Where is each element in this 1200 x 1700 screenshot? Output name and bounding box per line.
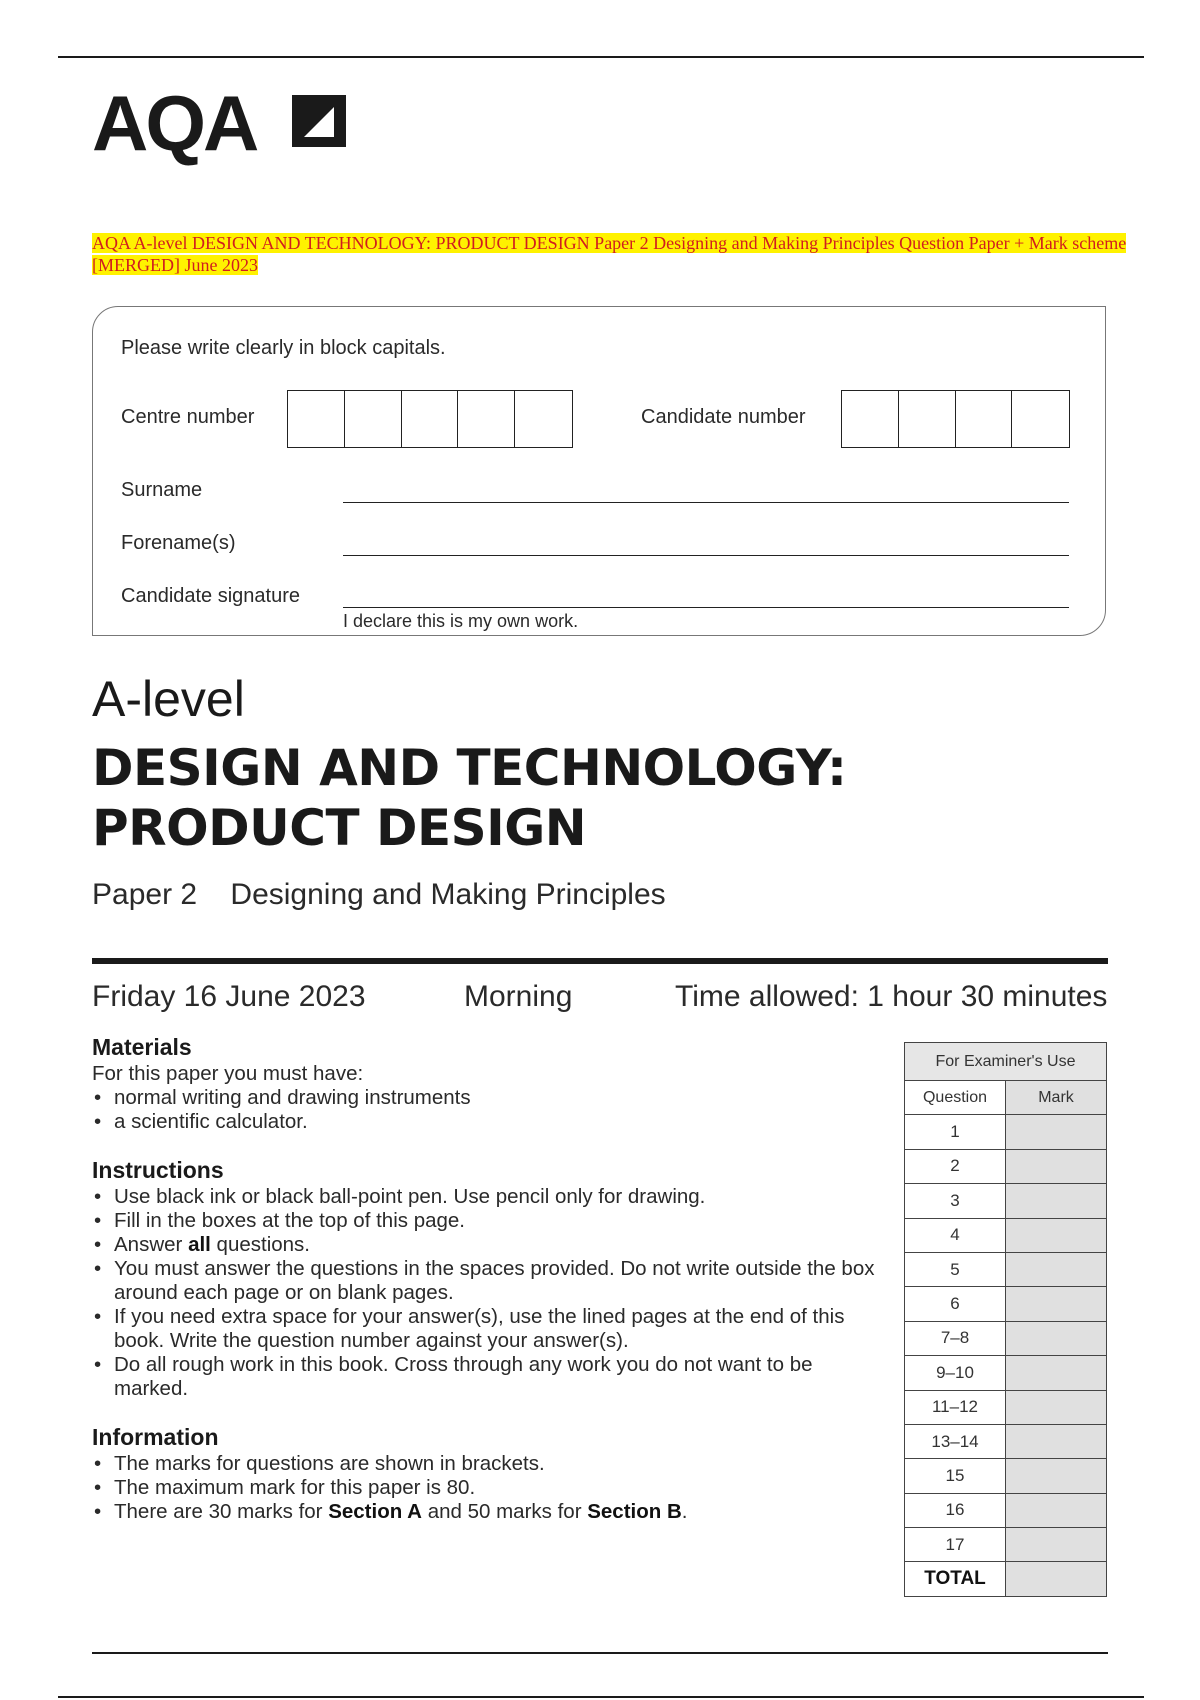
examiner-table-body bbox=[905, 1115, 1107, 1562]
mark-cell bbox=[1006, 1218, 1107, 1252]
information-heading: Information bbox=[92, 1424, 219, 1450]
section-a-bold: Section A bbox=[328, 1500, 422, 1523]
list-item: • Use black ink or black ball-point pen. Use pencil only for drawing. bbox=[92, 1185, 882, 1209]
list-item: • a scientific calculator. bbox=[92, 1110, 882, 1134]
list-item: • The maximum mark for this paper is 80. bbox=[92, 1476, 882, 1500]
subject-title bbox=[92, 738, 892, 858]
table-row bbox=[905, 1528, 1107, 1562]
bottom-inner-rule bbox=[92, 1652, 1108, 1654]
table-row bbox=[905, 1287, 1107, 1321]
mark-cell bbox=[1006, 1252, 1107, 1286]
question-number-cell: 9–10 bbox=[905, 1356, 1006, 1390]
mark-cell bbox=[1006, 1184, 1107, 1218]
heading-divider bbox=[92, 958, 1108, 964]
information-list bbox=[92, 1452, 882, 1524]
centre-digit-box[interactable] bbox=[288, 391, 345, 447]
list-item: • Fill in the boxes at the top of this page. bbox=[92, 1209, 882, 1233]
top-rule bbox=[58, 56, 1144, 58]
question-number-cell: 6 bbox=[905, 1287, 1006, 1321]
exam-date: Friday 16 June 2023 bbox=[92, 980, 366, 1013]
sections-text-pre: There are 30 marks for bbox=[114, 1500, 329, 1523]
candidate-number-label: Candidate number bbox=[641, 406, 806, 428]
bottom-rule bbox=[58, 1696, 1144, 1698]
exam-session: Morning bbox=[464, 980, 573, 1013]
question-number-cell: 5 bbox=[905, 1252, 1006, 1286]
answer-all-bold: all bbox=[188, 1233, 211, 1256]
centre-digit-box[interactable] bbox=[515, 391, 572, 447]
mark-cell bbox=[1006, 1115, 1107, 1149]
question-number-cell: 1 bbox=[905, 1115, 1006, 1149]
table-row bbox=[905, 1459, 1107, 1493]
signature-label: Candidate signature bbox=[121, 585, 301, 607]
question-number-cell: 16 bbox=[905, 1493, 1006, 1527]
time-allowed: Time allowed: 1 hour 30 minutes bbox=[675, 980, 1108, 1013]
centre-digit-box[interactable] bbox=[345, 391, 402, 447]
table-row bbox=[905, 1356, 1107, 1390]
question-number-cell: 13–14 bbox=[905, 1424, 1006, 1458]
question-column-header: Question bbox=[905, 1081, 1006, 1115]
question-number-cell: 2 bbox=[905, 1149, 1006, 1183]
total-label: TOTAL bbox=[905, 1562, 1006, 1596]
centre-number-label: Centre number bbox=[121, 406, 255, 428]
table-row bbox=[905, 1321, 1107, 1355]
mark-cell bbox=[1006, 1390, 1107, 1424]
subject-line-1: DESIGN AND TECHNOLOGY: bbox=[92, 739, 847, 797]
examiner-table-title: For Examiner's Use bbox=[905, 1043, 1107, 1081]
section-b-bold: Section B bbox=[587, 1500, 682, 1523]
block-capitals-instruction: Please write clearly in block capitals. bbox=[121, 337, 446, 359]
instructions-heading: Instructions bbox=[92, 1157, 224, 1183]
mark-cell bbox=[1006, 1356, 1107, 1390]
document-title-highlight bbox=[92, 232, 1148, 276]
mark-column-header: Mark bbox=[1006, 1081, 1107, 1115]
signature-line[interactable] bbox=[343, 607, 1069, 608]
list-item bbox=[92, 1500, 882, 1524]
list-item: • Do all rough work in this book. Cross through any work you do not want to be marked. bbox=[92, 1353, 834, 1401]
aqa-logo bbox=[92, 79, 354, 167]
question-number-cell: 3 bbox=[905, 1184, 1006, 1218]
table-row bbox=[905, 1184, 1107, 1218]
mark-cell bbox=[1006, 1287, 1107, 1321]
list-item: • If you need extra space for your answer(s), use the lined pages at the end of this book. Write the question number against your answer(s). bbox=[92, 1305, 882, 1353]
list-item: • normal writing and drawing instruments bbox=[92, 1086, 882, 1110]
centre-number-boxes[interactable] bbox=[287, 390, 573, 448]
question-number-cell: 4 bbox=[905, 1218, 1006, 1252]
forenames-label: Forename(s) bbox=[121, 532, 236, 554]
table-row bbox=[905, 1149, 1107, 1183]
list-item: • You must answer the questions in the spaces provided. Do not write outside the box around each page or on blank pages. bbox=[92, 1257, 882, 1305]
mark-cell bbox=[1006, 1493, 1107, 1527]
total-mark-cell bbox=[1006, 1562, 1107, 1596]
candidate-details-box bbox=[92, 306, 1106, 636]
mark-cell bbox=[1006, 1459, 1107, 1493]
table-row bbox=[905, 1218, 1107, 1252]
table-row bbox=[905, 1424, 1107, 1458]
table-row bbox=[905, 1115, 1107, 1149]
document-title-text: AQA A-level DESIGN AND TECHNOLOGY: PRODUCT DESIGN Paper 2 Designing and Making Principles Question Paper + Mark scheme [MERGED] June 2023 bbox=[92, 233, 1127, 275]
centre-digit-box[interactable] bbox=[402, 391, 459, 447]
subject-line-2: PRODUCT DESIGN bbox=[92, 799, 587, 857]
sections-text-post: . bbox=[681, 1500, 688, 1523]
forenames-line[interactable] bbox=[343, 555, 1069, 556]
paper-title: Paper 2 Designing and Making Principles bbox=[92, 878, 666, 911]
materials-heading: Materials bbox=[92, 1034, 192, 1060]
sections-text-mid: and 50 marks for bbox=[422, 1500, 588, 1523]
mark-cell bbox=[1006, 1528, 1107, 1562]
question-number-cell: 15 bbox=[905, 1459, 1006, 1493]
answer-all-post: questions. bbox=[210, 1233, 311, 1256]
surname-line[interactable] bbox=[343, 502, 1069, 503]
candidate-digit-box[interactable] bbox=[899, 391, 956, 447]
instructions-list bbox=[92, 1185, 882, 1401]
question-number-cell: 17 bbox=[905, 1528, 1006, 1562]
table-row bbox=[905, 1252, 1107, 1286]
mark-cell bbox=[1006, 1149, 1107, 1183]
candidate-digit-box[interactable] bbox=[956, 391, 1013, 447]
centre-digit-box[interactable] bbox=[458, 391, 515, 447]
candidate-digit-box[interactable] bbox=[1012, 391, 1069, 447]
answer-all-pre: Answer bbox=[114, 1233, 189, 1256]
examiner-use-table bbox=[904, 1042, 1107, 1597]
declaration-text: I declare this is my own work. bbox=[343, 611, 579, 631]
surname-label: Surname bbox=[121, 479, 203, 501]
candidate-digit-box[interactable] bbox=[842, 391, 899, 447]
mark-cell bbox=[1006, 1321, 1107, 1355]
list-item: • The marks for questions are shown in brackets. bbox=[92, 1452, 882, 1476]
question-number-cell: 7–8 bbox=[905, 1321, 1006, 1355]
table-row bbox=[905, 1390, 1107, 1424]
table-row bbox=[905, 1493, 1107, 1527]
materials-intro: For this paper you must have: bbox=[92, 1062, 364, 1085]
materials-list bbox=[92, 1086, 882, 1134]
aqa-logo-mark-icon bbox=[288, 93, 350, 149]
list-item bbox=[92, 1233, 882, 1257]
mark-cell bbox=[1006, 1424, 1107, 1458]
qualification-level: A-level bbox=[92, 671, 245, 727]
candidate-number-boxes[interactable] bbox=[841, 390, 1070, 448]
question-number-cell: 11–12 bbox=[905, 1390, 1006, 1424]
aqa-logo-text: AQA bbox=[92, 79, 257, 167]
